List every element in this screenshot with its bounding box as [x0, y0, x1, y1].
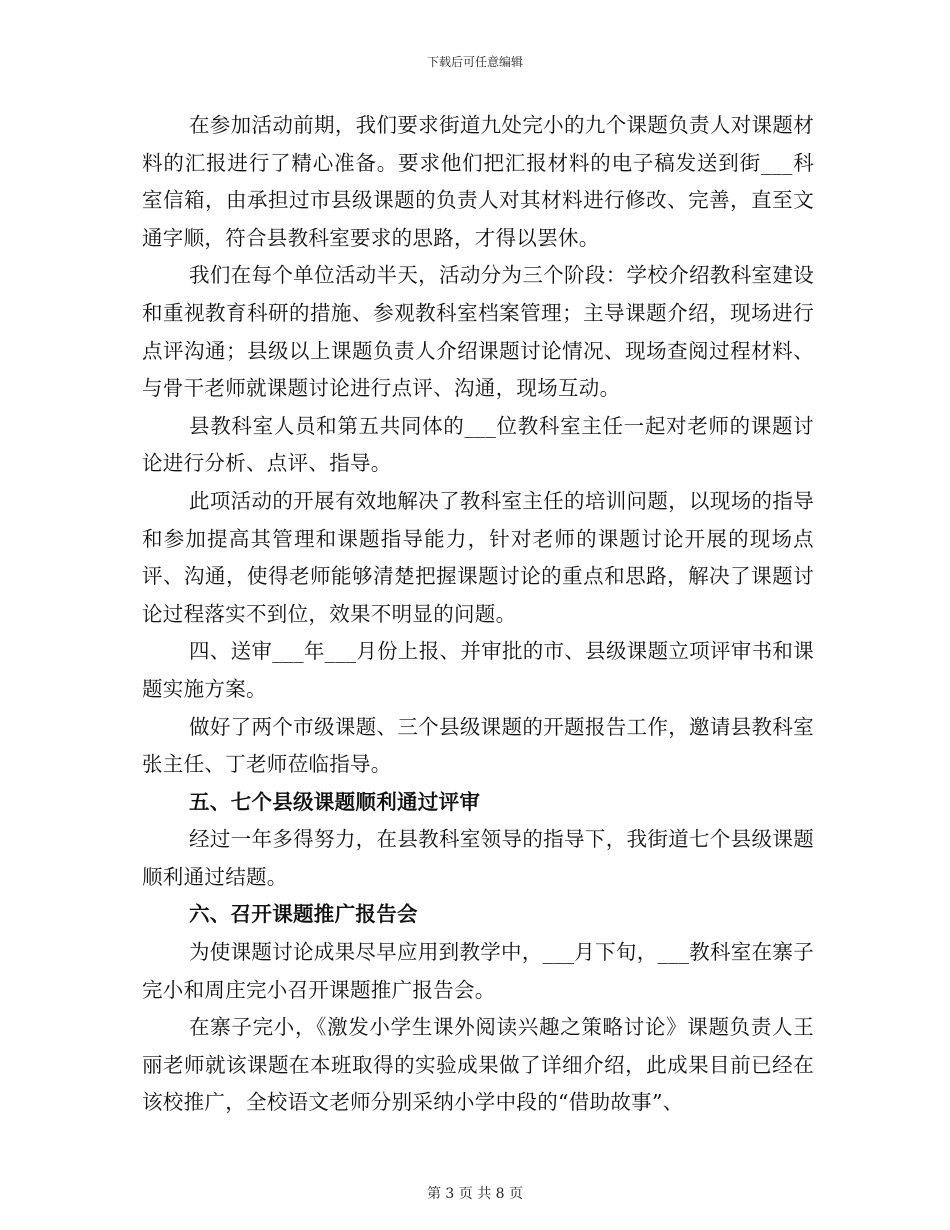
- paragraph: 在参加活动前期，我们要求街道九处完小的九个课题负责人对课题材料的汇报进行了精心准备。要求他们把汇报材料的电子稿发送到街___科室信箱，由承担过市县级课题的负责人对其材料进行修改、完善，直至文通字顺，符合县教科室要求的思路，才得以罢休。: [142, 113, 814, 250]
- paragraph: 经过一年多得努力，在县教科室领导的指导下，我街道七个县级课题顺利通过结题。: [142, 827, 814, 889]
- paragraph: 四、送审___年___月份上报、并审批的市、县级课题立项评审书和课题实施方案。: [142, 639, 814, 701]
- page-footer: 第 3 页 共 8 页: [426, 1186, 524, 1202]
- page-header: 下载后可任意编辑: [426, 55, 523, 69]
- paragraph: 做好了两个市级课题、三个县级课题的开题报告工作，邀请县教科室张主任、丁老师莅临指导。: [142, 714, 814, 777]
- paragraph: 县教科室人员和第五共同体的___位教科室主任一起对老师的课题讨论进行分析、点评、指导。: [142, 413, 814, 476]
- paragraph: 我们在每个单位活动半天，活动分为三个阶段：学校介绍教科室建设和重视教育科研的措施、参观教科室档案管理；主导课题介绍，现场进行点评沟通；县级以上课题负责人介绍课题讨论情况、现场查阅过程材料、与骨干老师就课题讨论进行点评、沟通，现场互动。: [142, 263, 814, 401]
- section-heading: 六、召开课题推广报告会: [189, 902, 418, 927]
- paragraph: 为使课题讨论成果尽早应用到教学中，___月下旬，___教科室在寨子完小和周庄完小召开课题推广报告会。: [142, 940, 814, 1002]
- paragraph: 在寨子完小，《激发小学生课外阅读兴趣之策略讨论》课题负责人王丽老师就该课题在本班取得的实验成果做了详细介绍，此成果目前已经在该校推广，全校语文老师分别采纳小学中段的“借助故事”、: [142, 1015, 814, 1115]
- paragraph: 此项活动的开展有效地解决了教科室主任的培训问题，以现场的指导和参加提高其管理和课题指导能力，针对老师的课题讨论开展的现场点评、沟通，使得老师能够清楚把握课题讨论的重点和思路，解决了课题讨论过程落实不到位，效果不明显的问题。: [142, 488, 814, 626]
- section-heading: 五、七个县级课题顺利通过评审: [189, 789, 481, 814]
- document-body: [142, 107, 814, 1122]
